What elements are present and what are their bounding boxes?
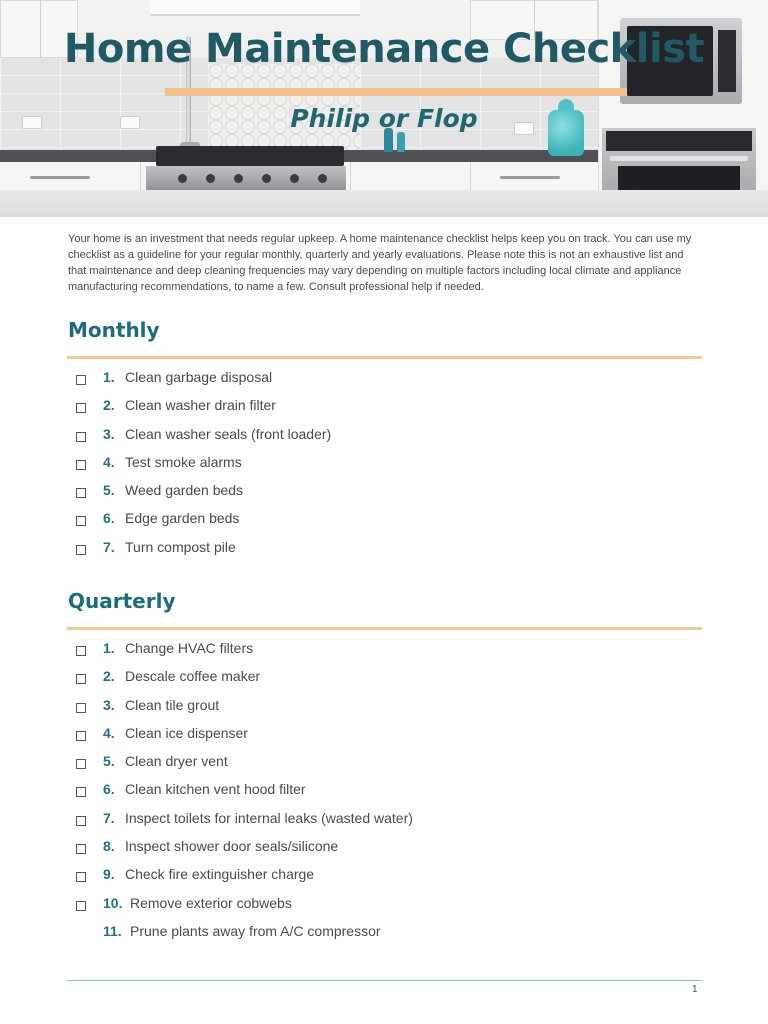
- checklist-item: [0, 895, 768, 923]
- item-text: Clean dryer vent: [125, 753, 228, 770]
- checklist-item: [0, 810, 768, 838]
- item-number: 7.: [103, 809, 115, 826]
- item-number: 9.: [103, 866, 115, 883]
- item-text: Inspect toilets for internal leaks (wasted water): [125, 809, 413, 826]
- checkbox[interactable]: [76, 403, 86, 413]
- oven-control-panel: [606, 131, 752, 151]
- item-number: 1.: [103, 640, 115, 656]
- item-text: Clean kitchen vent hood filter: [125, 781, 306, 798]
- checklist-item: [0, 510, 768, 538]
- item-text: Edge garden beds: [125, 510, 240, 527]
- island-counter: [0, 190, 768, 217]
- item-number: 8.: [103, 838, 115, 855]
- checklist-item: [0, 866, 768, 894]
- checkbox[interactable]: [76, 872, 86, 882]
- page-subtitle: Philip or Flop: [290, 104, 478, 133]
- checklist-item: [0, 640, 768, 668]
- knob-icon: [234, 174, 243, 183]
- checklist-item: [0, 697, 768, 725]
- intro-paragraph: Your home is an investment that needs regular upkeep. A home maintenance checklist helps keep you on track. You can use my checklist as a guideline for your regular monthly, quarterly and yearly evaluations. Please note this is not an exhaustive list and that maintenance and deep cleaning frequencies may vary depending on multiple factors including local climate and appliance manufacturing recommendations, to name a few. Consult professional help if needed.: [68, 233, 692, 293]
- item-text: Inspect shower door seals/silicone: [125, 838, 339, 855]
- item-number: 3.: [103, 696, 115, 713]
- checklist-item: [0, 838, 768, 866]
- item-number: 6.: [103, 781, 115, 798]
- item-text: Turn compost pile: [125, 538, 236, 555]
- item-text: Check fire extinguisher charge: [125, 866, 315, 883]
- checkbox[interactable]: [76, 759, 86, 769]
- checklist-item: [0, 454, 768, 482]
- item-number: 7.: [103, 538, 115, 555]
- knob-icon: [206, 174, 215, 183]
- page-title: Home Maintenance Checklist: [63, 26, 705, 72]
- checklist-item: [0, 482, 768, 510]
- section-divider: [67, 627, 702, 630]
- checkbox[interactable]: [76, 844, 86, 854]
- section-divider: [67, 356, 702, 359]
- knob-icon: [178, 174, 187, 183]
- item-text: Remove exterior cobwebs: [130, 894, 292, 911]
- hero-banner: [0, 0, 768, 217]
- checklist-item: [0, 923, 768, 951]
- stove-front: [146, 166, 346, 192]
- knob-icon: [318, 174, 327, 183]
- oven-handle: [610, 156, 748, 161]
- item-number: 2.: [103, 397, 115, 414]
- checkbox[interactable]: [76, 432, 86, 442]
- quarterly-checklist: [0, 640, 768, 951]
- checkbox[interactable]: [76, 488, 86, 498]
- item-text: Clean tile grout: [125, 696, 220, 713]
- bottle-icon: [397, 132, 405, 152]
- checklist-item: [0, 397, 768, 425]
- item-number: 5.: [103, 482, 115, 499]
- knob-icon: [290, 174, 299, 183]
- checklist-item: [0, 539, 768, 567]
- item-text: Test smoke alarms: [125, 453, 242, 470]
- item-number: 2.: [103, 668, 115, 685]
- page-number: 1: [692, 984, 698, 995]
- checklist-item: [0, 753, 768, 781]
- item-text: Descale coffee maker: [125, 668, 261, 685]
- item-number: 6.: [103, 510, 115, 527]
- item-text: Clean garbage disposal: [125, 369, 273, 385]
- checkbox[interactable]: [76, 460, 86, 470]
- checkbox[interactable]: [76, 646, 86, 656]
- stovetop: [156, 146, 344, 166]
- drawer-handle: [500, 176, 560, 179]
- item-number: 4.: [103, 453, 115, 470]
- item-number: 1.: [103, 369, 115, 385]
- item-number: 5.: [103, 753, 115, 770]
- checklist-item: [0, 369, 768, 397]
- item-number: 3.: [103, 425, 115, 442]
- drawer-handle: [30, 176, 90, 179]
- item-text: Change HVAC filters: [125, 640, 254, 656]
- checkbox[interactable]: [76, 901, 86, 911]
- checkbox[interactable]: [76, 816, 86, 826]
- item-text: Clean ice dispenser: [125, 724, 248, 741]
- knob-icon: [262, 174, 271, 183]
- item-number: 10.: [103, 894, 123, 911]
- section-title-monthly: Monthly: [68, 318, 160, 342]
- checkbox[interactable]: [76, 545, 86, 555]
- checkbox[interactable]: [76, 375, 86, 385]
- item-number: 4.: [103, 724, 115, 741]
- item-text: Prune plants away from A/C compressor: [130, 922, 381, 939]
- checklist-item: [0, 668, 768, 696]
- range-hood: [150, 0, 360, 16]
- checklist-item: [0, 725, 768, 753]
- checkbox[interactable]: [76, 703, 86, 713]
- title-underline: [165, 88, 627, 96]
- item-text: Clean washer drain filter: [125, 397, 276, 414]
- checkbox[interactable]: [76, 787, 86, 797]
- checkbox[interactable]: [76, 731, 86, 741]
- checkbox[interactable]: [76, 674, 86, 684]
- item-text: Weed garden beds: [125, 482, 244, 499]
- footer-divider: [67, 980, 702, 981]
- checklist-item: [0, 426, 768, 454]
- item-text: Clean washer seals (front loader): [125, 425, 332, 442]
- item-number: 11.: [103, 922, 122, 939]
- checklist-item: [0, 781, 768, 809]
- monthly-checklist: [0, 369, 768, 567]
- checkbox[interactable]: [76, 516, 86, 526]
- section-title-quarterly: Quarterly: [68, 589, 176, 613]
